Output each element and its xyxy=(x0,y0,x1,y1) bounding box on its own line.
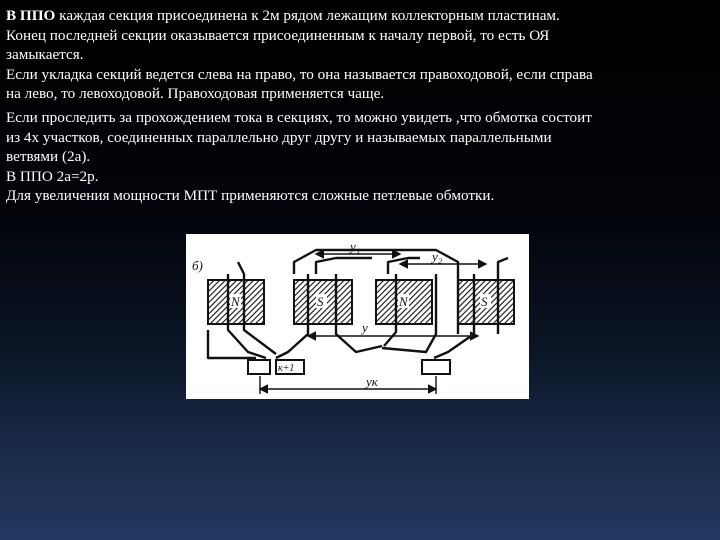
winding-label: б) xyxy=(192,258,203,273)
pole-n-1-label: N xyxy=(231,294,240,309)
paragraph-1-lead: В ППО xyxy=(6,7,56,24)
commutator-plate-1 xyxy=(248,360,270,374)
pole-s-2-label: S xyxy=(481,294,488,309)
paragraph-1 xyxy=(6,6,714,104)
y1-label: y₁ xyxy=(350,239,361,254)
pole-n-2-label: N xyxy=(399,294,408,309)
y2-label: y₂ xyxy=(432,249,443,264)
winding-diagram xyxy=(186,234,529,399)
pole-s-1-label: S xyxy=(317,294,324,309)
paragraph-1-body: каждая секция присоединена к 2м рядом лежащим коллекторным пластинам. Конец последней секции оказывается присоединенным к началу первой, то есть ОЯ замыкается. Если укладка секций ведется слева на право, то она называется правоходовой, если справа на лево, то левоходовой. Правоходовая применяется чаще. xyxy=(6,7,593,103)
paragraph-2: Если проследить за прохождением тока в секциях, то можно увидеть ,что обмотка состоит из 4х участков, соединенных параллельно друг другу и называемых параллельными ветвями (2а). В ППО 2а=2р. Для увеличения мощности МПТ применяются сложные петлевые обмотки. xyxy=(6,108,592,205)
plate-label: к+1 xyxy=(278,363,295,374)
commutator-plate-3 xyxy=(422,360,450,374)
yk-label: yк xyxy=(366,374,378,389)
slide-text xyxy=(6,6,714,206)
y-label: y xyxy=(362,320,368,335)
